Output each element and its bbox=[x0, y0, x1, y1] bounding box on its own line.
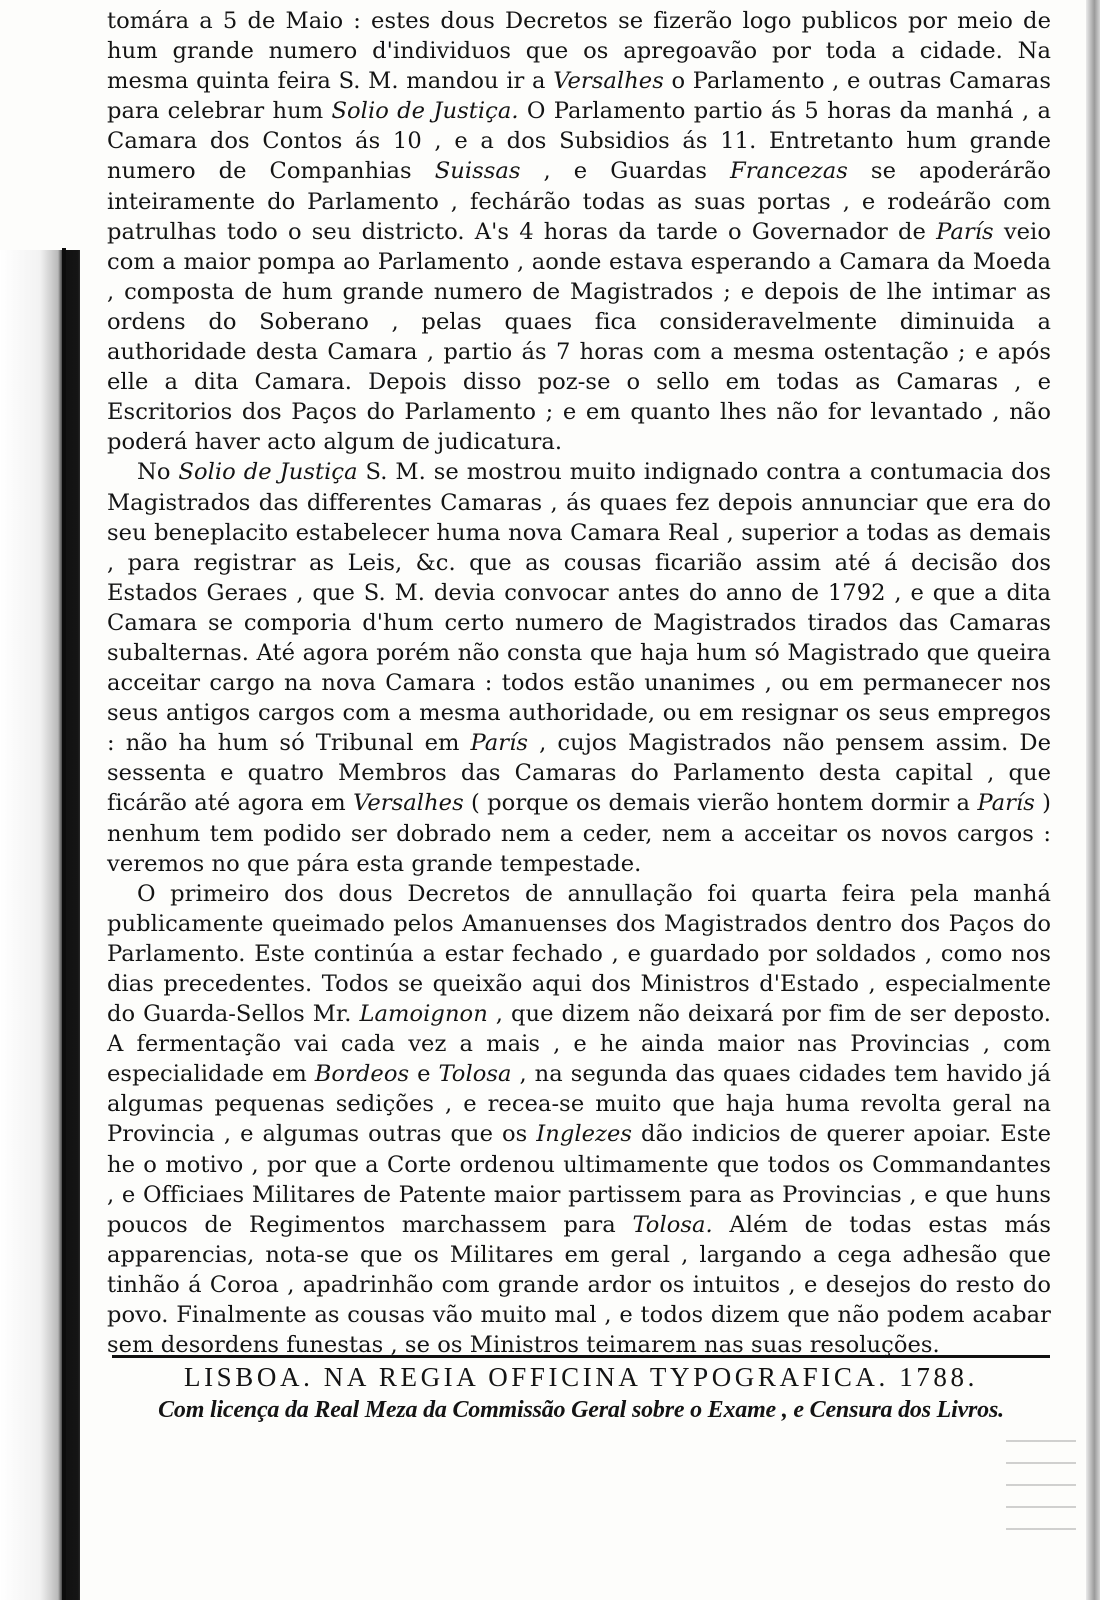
italic-text: Solio de Justiça. bbox=[331, 98, 519, 125]
imprint-printer-line: LISBOA. NA REGIA OFFICINA TYPOGRAFICA. 1788. bbox=[184, 1362, 978, 1392]
paragraph bbox=[107, 879, 1051, 1361]
body-text bbox=[107, 6, 1051, 1360]
text-run: se apoderárão inteiramente do Parlamento , fechárão todas as suas portas , e rodeárão com patrulhas todo o seu districto. A's 4 horas da tarde o Governador de bbox=[107, 158, 1051, 245]
italic-text: París bbox=[936, 218, 994, 245]
text-run: , que dizem não deixará por fim de ser deposto. A fermentação vai cada vez a mais , e he ainda maior nas Provincias , com especialidade em bbox=[107, 1001, 1051, 1088]
text-run: , cujos Magistrados não pensem assim. De sessenta e quatro Membros das Camaras do Parlamento desta capital , que ficárão até agora em bbox=[107, 730, 1051, 817]
binding-edge-line bbox=[62, 248, 66, 1600]
text-run: Além de todas estas más apparencias, nota-se que os Militares em geral , largando a cega adhesão que tinhão á Coroa , apadrinhão com grande ardor os intuitos , e desejos do resto do povo. Finalmente as cousas vão muito mal , e todos dizem que não podem acabar sem desordens funestas , se os Ministros teimarem nas suas resoluções. bbox=[107, 1211, 1051, 1359]
italic-text: Tolosa bbox=[438, 1061, 512, 1088]
italic-text: Inglezes bbox=[536, 1121, 633, 1148]
binding-edge-shadow bbox=[0, 250, 80, 1600]
italic-text: Suissas bbox=[434, 158, 521, 185]
italic-text: Francezas bbox=[729, 158, 848, 185]
italic-text: Bordeos bbox=[314, 1061, 410, 1088]
imprint bbox=[112, 1360, 1050, 1426]
imprint-license-line: Com licença da Real Meza da Commissão Geral sobre o Exame , e Censura dos Livros. bbox=[158, 1397, 1004, 1423]
text-run: No bbox=[137, 459, 179, 486]
text-run: tomára a 5 de Maio : estes dous Decretos se fizerão logo publicos por meio de hum grande numero d'individuos que os apregoavão por toda a cidade. Na mesma quinta feira S. M. mandou ir a bbox=[107, 8, 1051, 95]
text-run: dão indicios de querer apoiar. Este he o motivo , por que a Corte ordenou ultimamente que todos os Commandantes , e Officiaes Militares de Patente maior partissem para as Provincias , e que huns poucos de Regimentos marchassem para bbox=[107, 1121, 1051, 1238]
text-run: ( porque os demais vierão hontem dormir a bbox=[463, 790, 978, 817]
text-run: e bbox=[409, 1061, 439, 1088]
italic-text: Versalhes bbox=[553, 68, 664, 95]
text-run: veio com a maior pompa ao Parlamento , aonde estava esperando a Camara da Moeda , composta de hum grande numero de Magistrados ; e depois de lhe intimar as ordens do Soberano , pelas quaes fica consideravelmente diminuida a authoridade desta Camara , partio ás 7 horas com a mesma ostentação ; e após elle a dita Camara. Depois disso poz-se o sello em todas as Camaras , e Escritorios dos Paços do Parlamento ; e em quanto lhes não for levantado , não poderá haver acto algum de judicatura. bbox=[107, 218, 1051, 456]
paragraph bbox=[107, 457, 1051, 878]
text-run: O primeiro dos dous Decretos de annullação foi quarta feira pela manhá publicamente queimado pelos Amanuenses dos Magistrados dentro dos Paços do Parlamento. Este continúa a estar fechado , e guardado por soldados , como nos dias precedentes. Todos se queixão aqui dos Ministros d'Estado , especialmente do Guarda-Sellos Mr. bbox=[107, 880, 1051, 1028]
paragraph bbox=[107, 6, 1051, 457]
italic-text: Lamoignon bbox=[359, 1001, 488, 1028]
right-page-edge bbox=[1086, 0, 1100, 1600]
text-run: S. M. se mostrou muito indignado contra a contumacia dos Magistrados das differentes Camaras , ás quaes fez depois annunciar que era do seu beneplacito estabelecer huma nova Camara Real , superior a todas as demais , para registrar as Leis, &c. que as cousas ficarião assim até á decisão dos Estados Geraes , que S. M. devia convocar antes do anno de 1792 , e que a dita Camara se comporia d'hum certo numero de Magistrados tirados das Camaras subalternas. Até agora porém não consta que haja hum só Magistrado que queira acceitar cargo na nova Camara : todos estão unanimes , ou em permanecer nos seus antigos cargos com a mesma authoridade, ou em resignar os seus empregos : não ha hum só Tribunal em bbox=[107, 459, 1051, 757]
italic-text: Solio de Justiça bbox=[178, 459, 358, 486]
text-run: , na segunda das quaes cidades tem havido já algumas pequenas sedições , e recea-se muito que haja huma revolta geral na Provincia , e algumas outras que os bbox=[107, 1061, 1051, 1148]
italic-text: París bbox=[470, 730, 529, 757]
italic-text: Versalhes bbox=[353, 790, 464, 817]
imprint-rule bbox=[112, 1355, 1050, 1358]
show-through-bleed bbox=[1006, 1440, 1076, 1530]
text-run: , e Guardas bbox=[520, 158, 730, 185]
text-run: O Parlamento partio ás 5 horas da manhá , a Camara dos Contos ás 10 , e a dos Subsidios ás 11. Entretanto hum grande numero de Companhias bbox=[107, 98, 1051, 185]
italic-text: París bbox=[977, 790, 1035, 817]
italic-text: Tolosa. bbox=[632, 1211, 713, 1238]
text-run: o Parlamento , e outras Camaras para celebrar hum bbox=[107, 68, 1051, 125]
text-run: ) nenhum tem podido ser dobrado nem a ceder, nem a acceitar os novos cargos : veremos no que pára esta grande tempestade. bbox=[107, 790, 1051, 877]
